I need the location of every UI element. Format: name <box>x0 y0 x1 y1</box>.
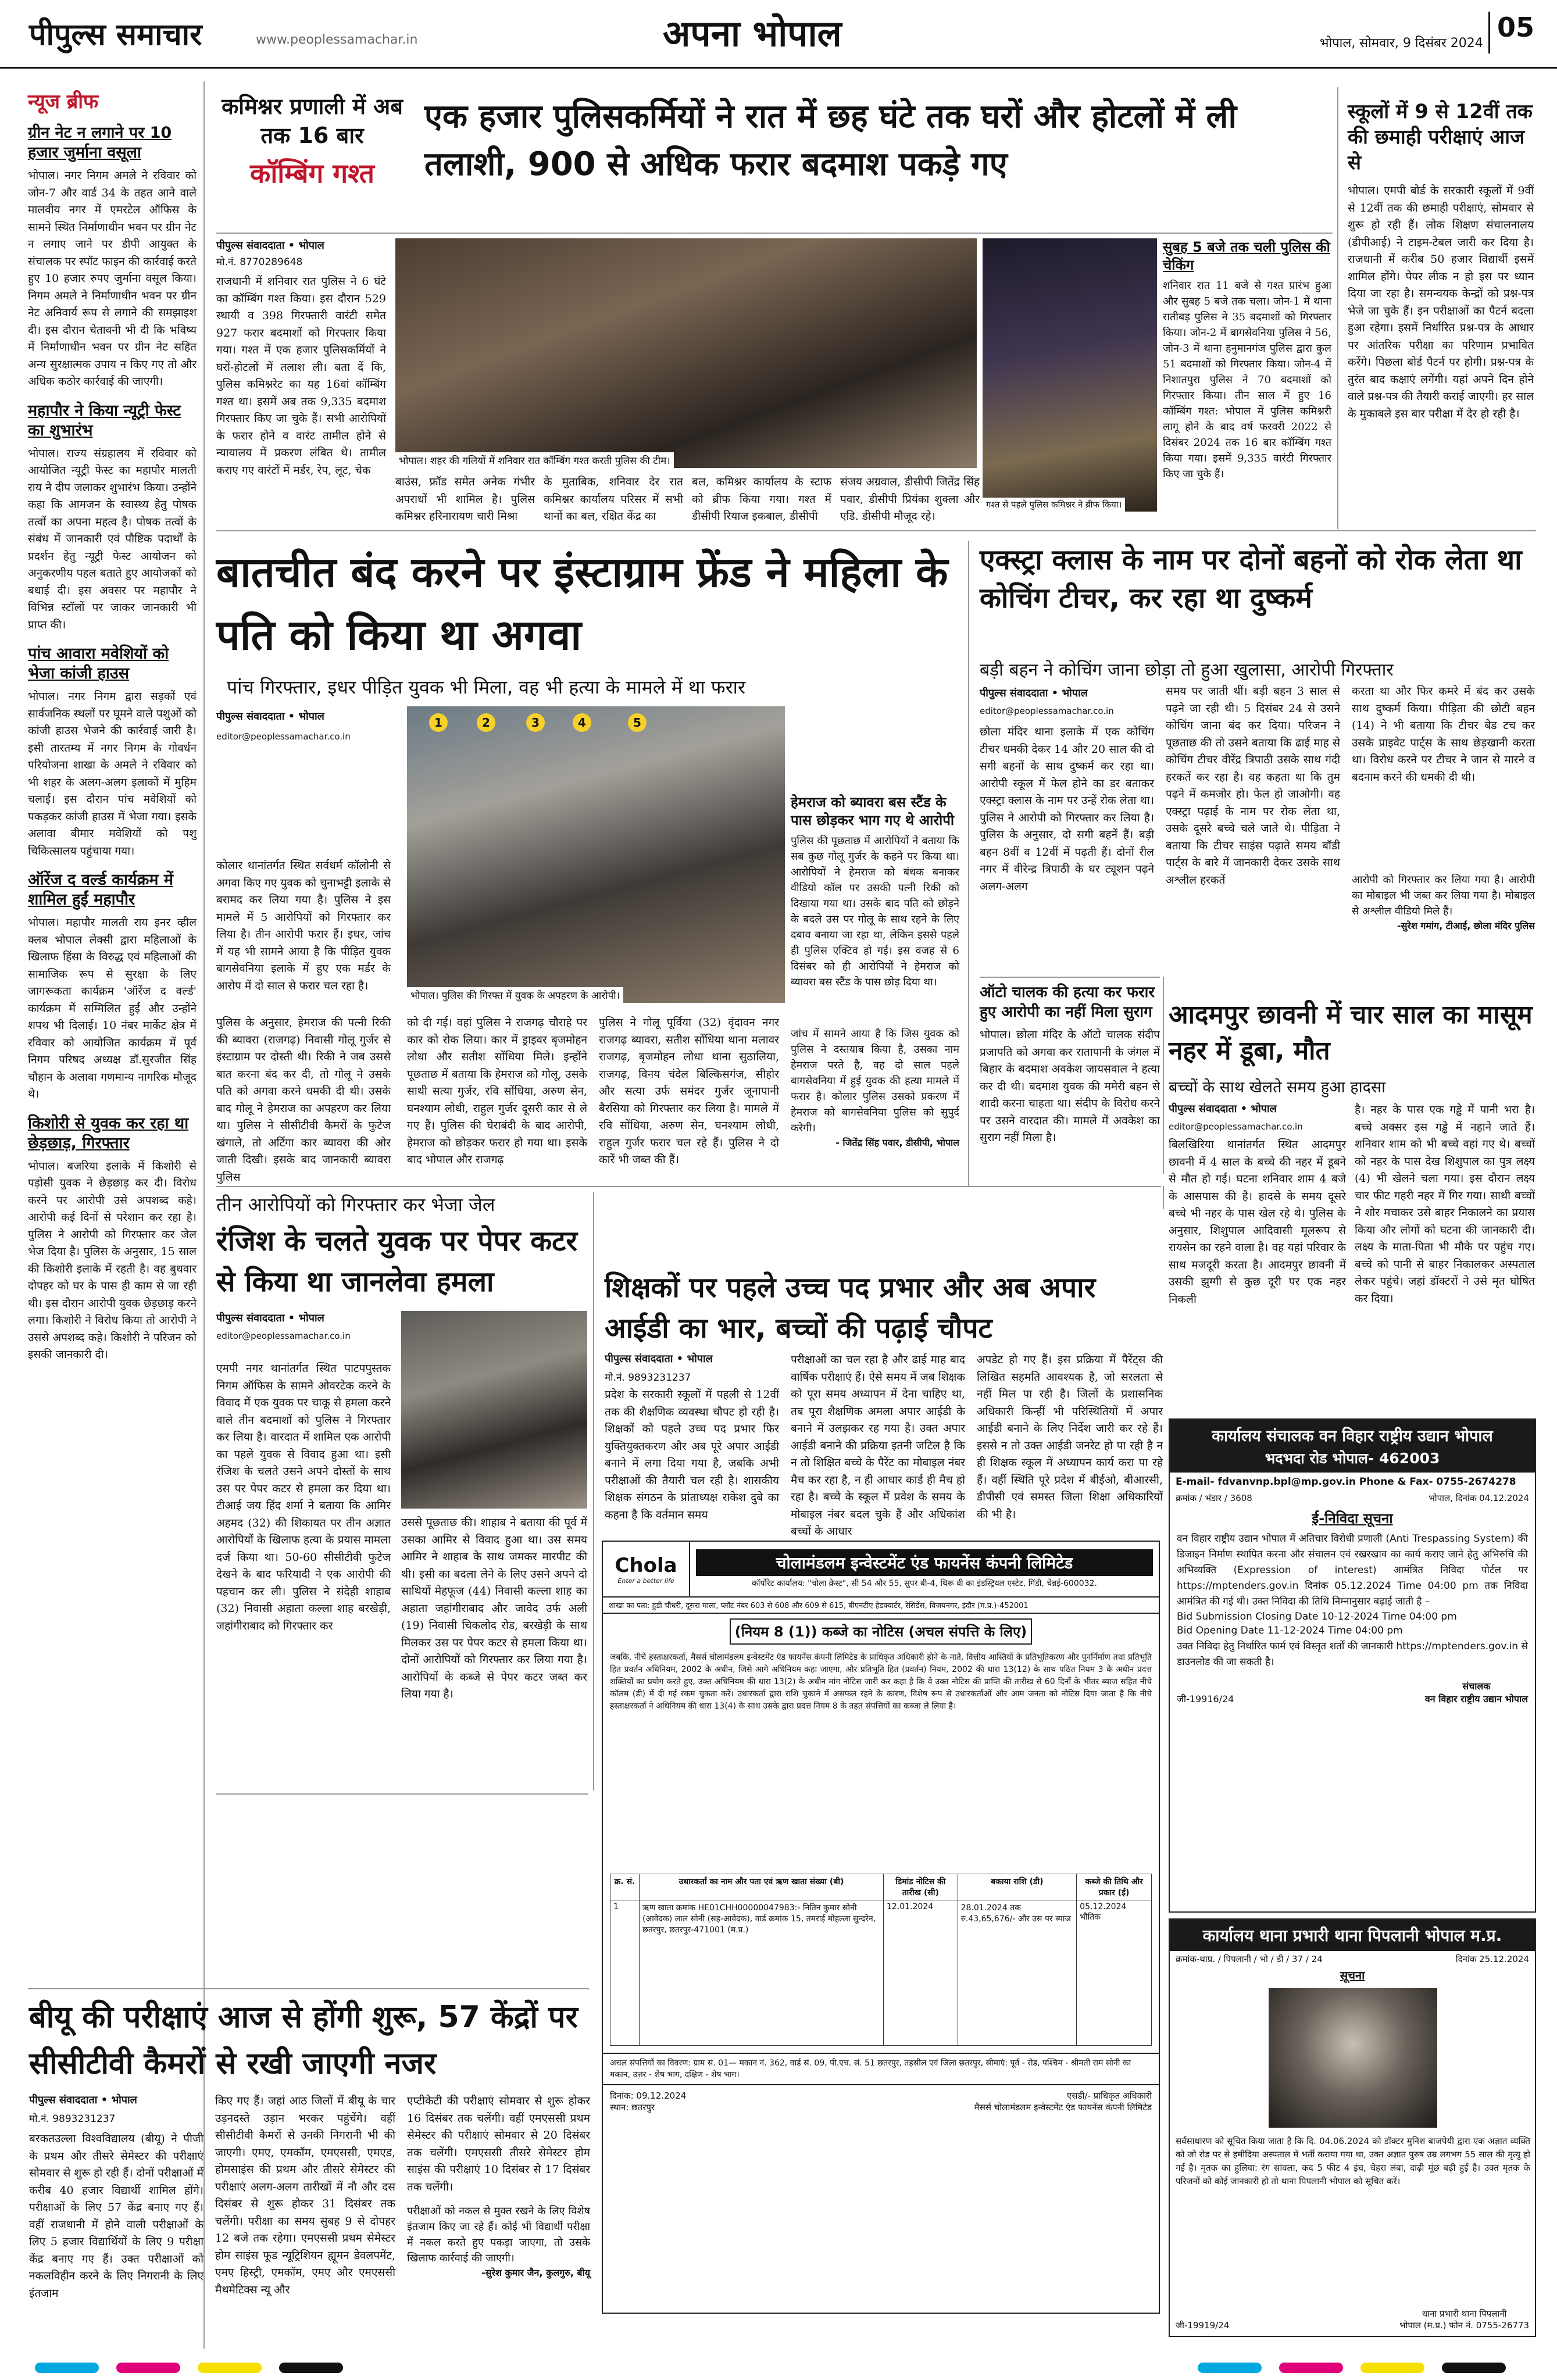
teachers-mobile: मो.नं. 9893231237 <box>605 1372 691 1384</box>
registration-yellow <box>198 2363 262 2373</box>
teachers-body-col3: अपडेट हो गए हैं। इस प्रक्रिया में पैरेंट्स की लिखित सहमति आवश्यक है, जो सरलता से नहीं मिल पा रही है। जिलों के प्रशासनिक अधिकारी किन्हीं भी परिस्थितियों में अपार आईडी बनाने के लिए निर्देश जारी कर रहे हैं। इससे न तो उक्त आईडी जनरेट हो पा रही है न ही शिक्षक स्कूल में अध्यापन कार्य करा पा रहे हैं। वहीं स्थिति पूरे प्रदेश में बीईओ, बीआरसी, डीपीसी एवं समस्त जिला शिक्षा अधिकारियों की भी है। <box>977 1353 1163 1521</box>
vanvihar-signatory: संचालक <box>1462 1681 1491 1692</box>
lead-kicker: कमिश्नर प्रणाली में अब तक 16 बार <box>222 94 403 148</box>
bu-mobile: मो.नं. 9893231237 <box>29 2113 116 2125</box>
vanvihar-signatory-org: वन विहार राष्ट्रीय उद्यान भोपाल <box>1424 1693 1528 1704</box>
chola-signatory: एसडी/- प्राधिकृत अधिकारी <box>1067 2090 1152 2101</box>
chola-logo <box>603 1542 690 1596</box>
dateline: भोपाल, सोमवार, 9 दिसंबर 2024 <box>1320 36 1483 51</box>
table-head: उधारकर्ता का नाम और पता एवं ऋण खाता संख्या (बी) <box>640 1874 884 1900</box>
exams-story <box>1348 99 1534 529</box>
insta-byline-block <box>216 709 379 742</box>
website-link[interactable]: www.peoplessamachar.in <box>256 33 418 47</box>
vanvihar-bid-close: Bid Submission Closing Date 10-12-2024 Time 04:00 pm <box>1177 1611 1457 1623</box>
lead-photo-side-caption: गश्त से पहले पुलिस कमिश्नर ने ब्रीफ किया। <box>983 498 1125 512</box>
tutor-callout <box>1352 872 1535 988</box>
registration-yellow <box>1360 2363 1424 2373</box>
lead-photo-main <box>395 238 977 468</box>
registration-magenta <box>116 2363 180 2373</box>
insta-sidebar-body: पुलिस की पूछताछ में आरोपियों ने बताया कि सब कुछ गोलू गुर्जर के कहने पर किया था। आरोपियों ने हेमराज को बंधक बनाकर वीडियो कॉल पर उसकी पत्नी रिकी को दिखाया गया था। उसके बाद पति को छोड़ने के बदले उस पर गोलू के साथ रहने के लिए दबाव बनाया जा रहा था, लेकिन इससे पहले ही पुलिस एक्टिव हो गई। इस वजह से 6 दिसंबर को ही आरोपियों ने हेमराज को ब्यावरा बस स्टैंड के पास छोड़ दिया था। <box>791 835 959 988</box>
tutor-body-col2: समय पर जाती थीं। बड़ी बहन 3 साल से पढ़ने जा रही थी। 5 दिसंबर 24 से उसने कोचिंग जाना बंद कर दिया। परिजन ने पूछताछ की तो उसने बताया कि ढाई माह से कोचिंग टीचर वीरेंद्र त्रिपाठी उसके साथ गंदी हरकतें कर रहा है। वह कहता था कि तुम पढ़ने में कमजोर हो। फेल हो जाओगी। वह एक्स्ट्रा पढ़ाई के नाम पर रोक लेता था, उसके दूसरे बच्चे चले जाते थे। पीड़िता ने बताया कि टीचर साइंस पढ़ाते समय बॉडी पार्ट्स के बारे में जानकारी देकर उसके साथ अश्लील हरकतें <box>1166 685 1340 887</box>
vanvihar-contact: E-mail- fdvanvnp.bpl@mp.gov.in Phone & Fax- 0755-2674278 <box>1176 1476 1516 1488</box>
lead-mobile: मो.नं. 8770289648 <box>216 256 303 268</box>
cutter-body-col2: उससे पूछताछ की। शाहाब ने बताया की पूर्व में उसका आमिर से विवाद हुआ था। उस समय आमिर ने शाहाब के साथ जमकर मारपीट की थी। इसी का बदला लेने के लिए उसने अपने दो साथियों मेहफूज (44) निवासी कल्ला शाह का अहाता जहांगीराबाद और जावेद उर्फ अली (19) निवासी चिकलोद रोड, बरखेड़ी के साथ मिलकर उस पर पेपर कटर से हमला किया था। दोनों आरोपियों को गिरफ्तार कर लिया गया है। आरोपियों के कब्जे से पेपर कटर जब्त कर लिया गया है। <box>401 1516 587 1700</box>
insta-sidebar <box>791 794 959 1020</box>
table-cell: 28.01.2024 तक रु.43,65,676/- और उस पर ब्याज <box>958 1900 1077 2046</box>
chola-company-sign: मैसर्स चोलामंडलम इन्वेस्टमेंट एंड फायनेंस कंपनी लिमिटेड <box>974 2102 1152 2113</box>
exams-body: भोपाल। एमपी बोर्ड के सरकारी स्कूलों में 9वीं से 12वीं तक की छमाही परीक्षाएं, सोमवार से शुरू हो रही हैं। लोक शिक्षण संचालनालय (डीपीआई) ने टाइम-टेबल जारी कर दिया है। राजधानी में करीब 50 हजार विद्यार्थी इसमें शामिल होंगे। पेपर लीक न हो इस पर ध्यान दिया जा रहा है। समन्वयक केन्द्रों को प्रश्न-पत्र भेजे जा चुके हैं। इन परीक्षाओं का पैटर्न बदला हुआ रहेगा। इसमें निर्धारित प्रश्न-पत्र के आधार पर आंतरिक परीक्षा का परिणाम प्रभावित करेंगे। पिछला बोर्ड पैटर्न पर होगी। प्रश्न-पत्र के तुरंत बाद कक्षाएं लगेंगी। यहां अपने दिन होने वाले प्रश्न-पत्र की तैयारी कराई जाएगी। हर साल के मुकाबले इस बार परीक्षा में देर हो रही है। <box>1348 184 1534 420</box>
vanvihar-ref-date: भोपाल, दिनांक 04.12.2024 <box>1429 1493 1529 1503</box>
chola-corp-address: कॉर्पोरेट कार्यालय: "चोला क्रेस्ट", सी 54 और 55, सुपर बी-4, थिरू वी का इंडस्ट्रियल एस्टेट, गिंडी, चेन्नई-600032. <box>752 1579 1097 1588</box>
lead-headline: एक हजार पुलिसकर्मियों ने रात में छह घंटे तक घरों और होटलों में ली तलाशी, 900 से अधिक फरार बदमाश पकड़े गए <box>424 98 1237 183</box>
bu-body-col1: बरकतउल्ला विश्वविद्यालय (बीयू) ने पीजी के प्रथम और तीसरे सेमेस्टर की परीक्षाएं सोमवार से शुरू हो रही हैं। दोनों परीक्षाओं में करीब 40 हजार विद्यार्थी शामिल होंगे। परीक्षाओं के लिए 57 केंद्र बनाए गए हैं। वहीं राजधानी में होने वाली परीक्षाओं के लिए 5 हजार विद्यार्थियों के लिए 9 परीक्षा केंद्र बनाए गए हैं। उक्त परीक्षाओं को नकलविहीन करने के लिए निगरानी के लिए इंतजाम <box>29 2132 203 2300</box>
chola-footer <box>603 2085 1159 2118</box>
insta-headline: बातचीत बंद करने पर इंस्टाग्राम फ्रेंड ने महिला के पति को किया था अगवा <box>216 548 948 659</box>
insta-photo-caption: भोपाल। पुलिस की गिरफ्त में युवक के अपहरण के आरोपी। <box>407 987 623 1003</box>
insta-quote-text: जांच में सामने आया है कि जिस युवक को पुलिस ने दस्तयाब किया है, उसका नाम हेमराज परते है, वह दो साल पहले बागसेवनिया में हुई युवक की हत्या मामले में फरार है। कोलार पुलिस उसको प्रकरण में हेमराज को बागसेवनिया पुलिस को सुपुर्द करेगी। <box>791 1028 959 1134</box>
table-head: कब्जे की तिथि और प्रकार (ई) <box>1077 1874 1152 1900</box>
bu-callout-text: परीक्षाओं को नकल से मुक्त रखने के लिए विशेष इंतजाम किए जा रहे हैं। कोई भी विद्यार्थी परीक्षा में नकल करते हुए पकड़ा जाएगा, तो उसके खिलाफ कार्रवाई की जाएगी। <box>407 2205 590 2264</box>
photo-number-1: 1 <box>429 713 448 732</box>
lead-body-col1: राजधानी में शनिवार रात पुलिस ने 6 घंटे का कॉम्बिंग गश्त किया। इस दौरान 529 स्थायी व 398 गिरफ्तारी वारंटी समेत 927 फरार बदमाशों को गिरफ्तार किया गया। गश्त में एक हजार पुलिसकर्मियों ने घरों-होटलों में तलाश ली। बता दें कि, पुलिस कमिश्नरेट का यह 16वां कॉम्बिंग गश्त था। इसमें अब तक 9,335 बदमाश गिरफ्तार किए जा चुके हैं। सभी आरोपियों के फरार होने व वारंट तामील होने से न्यायालय में प्रकरण लंबित थे। तामील कराए गए वारंटों में मर्डर, रेप, लूट, चेक <box>216 275 386 477</box>
lead-photo-side <box>983 238 1157 512</box>
insta-body-col3: पुलिस ने गोलू पूर्विया (32) वृंदावन नगर राजगढ़ ब्यावरा, सतीश सोंधिया थाना मलावर राजगढ़, बृजमोहन लोधा थाना सुठालिया, राजगढ़, विनय चंदेल बिल्किसगंज, सीहोर और सत्या उर्फ समंदर गुर्जर जूनापानी बैरसिया को गिरफ्तार कर लिया है। मामले में रवि सोंधिया, अरुण सेन, घनश्याम लोधी, राहुल गुर्जर फरार चल रहे हैं। पुलिस ने दो कारें भी जब्त की हैं। <box>599 1016 779 1166</box>
registration-black <box>1442 2363 1506 2373</box>
tutor-deck: बड़ी बहन ने कोचिंग जाना छोड़ा तो हुआ खुलासा, आरोपी गिरफ्तार <box>980 660 1394 680</box>
police-phone: भोपाल (म.प्र.) फोन नं. 0755-26773 <box>1399 2320 1529 2331</box>
insta-quote-by: - जितेंद्र सिंह पवार, डीसीपी, भोपाल <box>835 1137 959 1148</box>
lead-body-col3: के मुताबिक, शनिवार देर रात कमिश्नर कार्यालय परिसर में सभी थानों का बल, रक्षित केंद्र का <box>544 476 683 523</box>
auto-body: भोपाल। छोला मंदिर के ऑटो चालक संदीप प्रजापति को अगवा कर रातापानी के जंगल में बिहार के बदमाश अवकेश जायसवाल ने हत्या कर दी थी। बदमाश युवक की ममेरी बहन से शादी करना चाहता था। संदीप के विरोध करने पर उसने वारदात की। मामले में अवकेश का सुराग नहीं मिला है। <box>980 1028 1160 1144</box>
vanvihar-ref-row <box>1170 1491 1535 1505</box>
lead-sidebar-body: शनिवार रात 11 बजे से गश्त प्रारंभ हुआ और सुबह 5 बजे तक चला। जोन-1 में थाना रातीबड़ पुलिस ने 35 बदमाशों को गिरफ्तार किया। जोन-2 में बागसेवनिया पुलिस ने 56, जोन-3 में थाना हनुमानगंज पुलिस द्वारा कुल 51 बदमाशों को गिरफ्तार किया। जोन-4 में निशातपुरा पुलिस ने 70 बदमाशों को गिरफ्तार किया। तीन साल में हुए 16 कॉम्बिंग गश्त: भोपाल में पुलिस कमिश्नरी लागू होने के बाद वर्ष फरवरी 2022 से दिसंबर 2024 तक 16 बार कॉम्बिंग गश्त किया गया। इसमें 9,335 वारंटी गिरफ्तार किए जा चुके हैं। <box>1163 280 1331 480</box>
photo-number-2: 2 <box>477 713 495 732</box>
bu-byline-block <box>29 2093 203 2125</box>
lead-body-col5: संजय अग्रवाल, डीसीपी जितेंद्र सिंह पवार, डीसीपी प्रियंका शुक्ला और एडि. डीसीपी मौजूद रहे। <box>840 476 980 523</box>
insta-body-col1b: पुलिस के अनुसार, हेमराज की पत्नी रिकी की ब्यावरा (राजगढ़) निवासी गोलू गुर्जर से इंस्टाग्राम पर दोस्ती थी। रिकी ने जब उससे बात करना बंद कर दी, तो गोलू ने उसके पति को अगवा करने धमकी दी थी। उसके बाद गोलू ने हेमराज का अपहरण कर लिया था। पुलिस ने सीसीटीवी कैमरों के फुटेज खंगाले, तो अर्टिगा कार ब्यावरा की ओर जाती दिखी। इसके बाद जानकारी ब्यावरा पुलिस <box>216 1016 391 1184</box>
registration-black <box>279 2363 343 2373</box>
chola-place: स्थान: छतरपुर <box>610 2102 655 2113</box>
deceased-photo <box>1269 1988 1437 2128</box>
table-head: डिमांड नोटिस की तारीख (सी) <box>884 1874 958 1900</box>
vanvihar-ad <box>1169 1418 1536 1913</box>
table-cell: ऋण खाता क्रमांक HE01CHH00000047983:- नितिन कुमार सोनी (आवेदक) लाल सोनी (सह-आवेदक), वार्ड क्रमांक 15, तमराई मोहल्ला सुन्दरेन, छतरपुर, छतरपुर-471001 (म.प्र.) <box>640 1900 884 2046</box>
table-cell: 12.01.2024 <box>884 1900 958 2046</box>
chola-date: दिनांक: 09.12.2024 <box>610 2090 687 2101</box>
teachers-headline: शिक्षकों पर पहले उच्च पद प्रभार और अब अपार आईडी का भार, बच्चों की पढ़ाई चौपट <box>605 1271 1096 1345</box>
tutor-body-col1: छोला मंदिर थाना इलाके में एक कोचिंग टीचर धमकी देकर 14 और 20 साल की दो सगी बहनों के साथ दुष्कर्म कर रहा था। आरोपी स्कूल में फेल होने का डर बताकर एक्स्ट्रा क्लास के नाम पर उन्हें रोक लेता था। पुलिस ने आरोपी को गिरफ्तार कर लिया है। पुलिस के अनुसार, दो सगी बहनें हैं। बड़ी बहन 8वीं व 12वीं में पढ़ती हैं। दोनों रील नगर में वीरेन्द्र त्रिपाठी के घर ट्यूशन पढ़ने अलग-अलग <box>980 726 1154 893</box>
bu-body-col3: एप्टीकेटी की परीक्षाएं सोमवार से शुरू होकर 16 दिसंबर तक चलेंगी। वहीं एमएससी प्रथम सेमेस्टर की परीक्षाएं सोमवार से 20 दिसंबर तक चलेंगी। एमएससी तीसरे सेमेस्टर होम साइंस की परीक्षाएं 10 दिसंबर से 17 दिसंबर तक चलेंगी। <box>407 2095 590 2193</box>
tutor-byline: पीपुल्स संवाददाता • भोपाल <box>980 687 1088 699</box>
chola-notice-title: (नियम 8 (1)) कब्जे का नोटिस (अचल संपत्ति के लिए) <box>730 1618 1032 1645</box>
brief-title: पांच आवारा मवेशियों को भेजा कांजी हाउस <box>28 645 169 682</box>
photo-number-3: 3 <box>526 713 545 732</box>
chola-logo-tag: Enter a better life <box>617 1577 674 1585</box>
canal-headline: आदमपुर छावनी में चार साल का मासूम नहर में डूबा, मौत <box>1169 1000 1533 1066</box>
chola-header <box>603 1542 1159 1598</box>
bu-body-col2: किए गए हैं। जहां आठ जिलों में बीयू के चार उड़नदस्ते उड़ान भरकर पहुंचेंगे। वहीं सीसीटीवी कैमरों से उनकी निगरानी भी की जाएगी। एमए, एमकॉम, एमएससी, एमएड, होमसाइंस की प्रथम और तीसरे सेमेस्टर की परीक्षाएं अलग-अलग तारीखों में नौ और दस दिसंबर से शुरू होकर 31 दिसंबर तक चलेंगी। परीक्षा का समय सुबह 9 से दोपहर 12 बजे तक रहेगा। एमएससी प्रथम सेमेस्टर होम साइंस फूड न्यूट्रिशियन ह्यूमन डेवलपमेंट, एमए हिस्ट्री, एमकॉम, एमए और एमएससी मैथमेटिक्स न्यू और <box>215 2095 395 2296</box>
chola-notice-table <box>610 1874 1152 2046</box>
exams-headline: स्कूलों में 9 से 12वीं तक की छमाही परीक्षाएं आज से <box>1348 100 1533 174</box>
brand-logo: पीपुल्स समाचार <box>29 17 202 52</box>
insta-body-col2: को दी गई। वहां पुलिस ने राजगढ़ चौराहे पर कार को रोक लिया। कार में ड्राइवर बृजमोहन लोधा और सतीश सोंधिया मिले। इन्होंने पूछताछ में बताया कि हेमराज को गोलू, उसके साथी सत्या गुर्जर, रवि सोंधिया, अरुण सेन, घनश्याम लोधी, राहुल गुर्जर दूसरी कार से ले गए हैं। पुलिस की घेराबंदी के बाद आरोपी, हेमराज को छोड़कर फरार हो गया था। इसके बाद भोपाल और राजगढ़ <box>407 1016 587 1166</box>
canal-body-col1: बिलखिरिया थानांतर्गत स्थित आदमपुर छावनी में 4 साल के बच्चे की नहर में डूबने से मौत हो गई। घटना शनिवार शाम 4 बजे के आसपास की है। हादसे के समय दूसरे बच्चे भी नहर के पास खेल रहे थे। पुलिस के अनुसार, शिशुपाल आदिवासी मूलरूप से रायसेन का रहने वाला है। वह यहां परिवार के साथ मजदूरी करता है। आदमपुर छावनी में उसकी झुग्गी से कुछ दूरी पर एक नहर निकली <box>1169 1138 1346 1306</box>
brief-item <box>28 123 197 391</box>
insta-body-col1: कोलार थानांतर्गत स्थित सर्वधर्म कॉलोनी से अगवा किए गए युवक को चुनाभट्टी इलाके से बरामद कर लिया गया है। पुलिस ने इस मामले में 5 आरोपियों को गिरफ्तार कर लिया है। तीन आरोपी फरार हैं। इधर, जांच में यह भी सामने आया है कि पीड़ित युवक बागसेवनिया इलाके में हुए एक मर्डर के आरोप में दो साल से फरार चल रहा है। <box>216 859 391 992</box>
news-brief-column <box>28 87 197 2064</box>
bu-callout <box>407 2203 590 2331</box>
chola-ad-title: चोलामंडलम इन्वेस्टमेंट एंड फायनेंस कंपनी लिमिटेड <box>696 1549 1153 1576</box>
tutor-email: editor@peoplessamachar.co.in <box>980 706 1114 716</box>
teachers-byline-block <box>605 1352 779 1384</box>
lead-byline: पीपुल्स संवाददाता • भोपाल <box>216 240 324 252</box>
chola-ad <box>602 1541 1160 2314</box>
tutor-callout-text: आरोपी को गिरफ्तार कर लिया गया है। आरोपी का मोबाइल भी जब्त कर लिया गया है। मोबाइल से अश्लील वीडियो मिले हैं। <box>1352 874 1535 917</box>
police-notice-ad <box>1169 1918 1536 2337</box>
insta-quote <box>791 1026 959 1177</box>
chola-branch-address: शाखा का पता: हुडी चौधरी, दूसरा माला, प्लॉट नंबर 603 से 608 और 609 से 615, बीएनटीए हेडक्वार्टर, रेसिडेंस, विजयनगर, इंदौर (म.प्र.)-452001 <box>603 1598 1159 1614</box>
brief-body: भोपाल। राज्य संग्रहालय में रविवार को आयोजित न्यूट्री फेस्ट का महापौर मालती राय ने दीप जलाकर शुभारंभ किया। उन्होंने कहा कि आमजन के स्वास्थ्य हेतु पोषक तत्वों का अपना महत्व है। पोषक तत्वों के संबंध में जानकारी एवं पौष्टिक पदार्थों के प्रदर्शन हेतु न्यूट्री फेस्ट आयोजन को अनुकरणीय पहल बताते हुए आयोजकों को बधाई दी। इस अवसर पर महापौर ने विभिन्न स्टॉलों पर जाकर जानकारी भी प्राप्त की। <box>28 446 197 631</box>
insta-byline: पीपुल्स संवाददाता • भोपाल <box>216 710 324 723</box>
insta-sidebar-title: हेमराज को ब्यावरा बस स्टैंड के पास छोड़कर भाग गए थे आरोपी <box>791 794 955 828</box>
lead-body-col4: बल, कमिश्नर कार्यालय के स्टाफ को ब्रीफ किया गया। गश्त में डीसीपी रियाज इकबाल, डीसीपी <box>692 476 831 523</box>
brief-item <box>28 870 197 1103</box>
auto-story <box>980 982 1160 1186</box>
cutter-body-col1: एमपी नगर थानांतर्गत स्थित पाटपपुस्तक निगम ऑफिस के सामने ओवरटेक करने के विवाद में एक युवक पर चाकू से हमला करने वाले तीन बदमाशों को पुलिस ने गिरफ्तार कर लिया है। वारदात में शामिल एक आरोपी का पहले युवक से विवाद हुआ था। इसी रंजिश के चलते उसने अपने दोस्तों के साथ उस पर पेपर कटर से हमला कर दिया था। टीआई जय हिंद शर्मा ने बताया कि आमिर अहमद (32) की शिकायत पर तीन अज्ञात आरोपियों के खिलाफ हत्या के प्रयास मामला दर्ज किया था। 50-60 सीसीटीवी फुटेज देखने के बाद फरियादी ने एक आरोपी की पहचान कर ली। पुलिस ने संदेही शाहाब (32) निवासी अहाता कल्ला शाह बरखेड़ी, जहांगीराबाद को गिरफ्तार कर <box>216 1362 391 1632</box>
tutor-body-col3: करता था और फिर कमरे में बंद कर उसके साथ दुष्कर्म किया। पीड़िता की छोटी बहन (14) ने भी बताया कि टीचर बेड टच कर उसके प्राइवेट पार्ट्स के साथ छेड़खानी करता था। विरोध करने पर टीचर ने जान से मारने व बदनाम करने की धमकी दी थी। <box>1352 685 1535 784</box>
vanvihar-sign-row <box>1170 1671 1535 1709</box>
brief-item <box>28 644 197 860</box>
teachers-byline: पीपुल्स संवाददाता • भोपाल <box>605 1353 713 1365</box>
chola-notice-body: जबकि, नीचे हस्ताक्षरकर्ता, मैसर्स चोलामंडलम इन्वेस्टमेंट एंड फायनेंस कंपनी लिमिटेड के प्राधिकृत अधिकारी होने के नाते, वित्तीय आस्तियों के प्रतिभूतिकरण और पुनर्निर्माण तथा प्रतिभूति हित प्रवर्तन अधिनियम, 2002 के अधीन, जिसे आगे अधिनियम कहा जाएगा, और प्रतिभूति हित (प्रवर्तन) नियम, 2002 की धारा 13(12) के साथ पठित नियम 3 के अधीन प्रदत्त शक्तियों का प्रयोग करते हुए, उक्त अधिनियम की धारा 13(2) के अधीन मांग नोटिस जारी कर कहा है कि वे उक्त नोटिस की प्राप्ति की तारीख से 60 दिनों के भीतर ब्याज सहित नीचे कॉलम (डी) में दी गई रकम चुकता करें। उधारकर्ता द्वारा राशि चुकाने में असफल रहने के कारण, विशेष रूप से उधारकर्ताओं और आम जनता को नोटिस दिया जाता है कि नीचे हस्ताक्षरकर्ता ने अधिनियम की धारा 13(4) के साथ उसके द्वारा प्रदत्त नियम 8 के तहत संपत्तियों का कब्जा ले लिया है। <box>610 1653 1152 1711</box>
vanvihar-ref: क्रमांक / भंडार / 3608 <box>1176 1493 1252 1503</box>
registration-magenta <box>1279 2363 1343 2373</box>
lead-kicker-red: कॉम्बिंग गश्त <box>250 158 374 189</box>
table-row <box>610 1900 1152 2046</box>
vanvihar-footer: उक्त निविदा हेतु निर्धारित फार्म एवं विस्तृत शर्तों की जानकारी https://mptenders.gov.in से डाउनलोड की जा सकती है। <box>1177 1641 1528 1668</box>
canal-body-col2: है। नहर के पास एक गड्ढे में पानी भरा है। बच्चे अक्सर इस गड्ढे में नहाने जाते हैं। शनिवार शाम को भी बच्चे वहां गए थे। बच्चों को नहर के पास देख शिशुपाल का पुत्र लक्ष्य (4) भी खेलने चला गया। इस दौरान लक्ष्य चार फीट गहरी नहर में गिर गया। साथी बच्चों ने शोर मचाकर उसे बाहर निकालने का प्रयास किया और लोगों को घटना की जानकारी दी। लक्ष्य के माता-पिता भी मौके पर पहुंच गए। बच्चे को पानी से बाहर निकालकर अस्पताल लेकर पहुंचे। जहां डॉक्टरों ने उसे मृत घोषित कर दिया। <box>1355 1103 1535 1305</box>
table-cell: 05.12.2024 भौतिक <box>1077 1900 1152 2046</box>
tutor-byline-block <box>980 686 1154 716</box>
cutter-photo <box>401 1311 587 1509</box>
lead-kicker-box <box>216 92 408 231</box>
police-code: जी-19919/24 <box>1176 2320 1230 2331</box>
masthead <box>0 0 1557 69</box>
insta-deck: पांच गिरफ्तार, इधर पीड़ित युवक भी मिला, वह भी हत्या के मामले में था फरार <box>227 676 746 698</box>
vanvihar-body: वन विहार राष्ट्रीय उद्यान भोपाल में अतिचार विरोधी प्रणाली (Anti Trespassing System) की डिजाइन निर्माण स्थापित करना और संचालन एवं रखरखाव का कार्य कराए जाने हेतु अभिरुचि की अभिव्यक्ति (Expression of interest) आमंत्रित निविदा पोर्टल पर https://mptenders.gov.in दिनांक 05.12.2024 Time 04:00 pm तक निविदा आमंत्रित की गई थी। उक्त निविदा की तिथि निम्नानुसार बढ़ाई जाती है – <box>1177 1533 1528 1607</box>
police-notice-label: सूचना <box>1340 1968 1365 1982</box>
brief-body: भोपाल। महापौर मालती राय इनर व्हील क्लब भोपाल लेक्सी द्वारा महिलाओं के खिलाफ हिंसा के विरुद्ध एवं महिलाओं की सामाजिक रूप से सुरक्षा के लिए जागरूकता कार्यक्रम 'ऑरेंज द वर्ल्ड' कार्यक्रम में सम्मिलित हुईं और उन्होंने शपथ भी दिलाई। 10 नंबर मार्केट क्षेत्र में रविवार को आयोजित कार्यक्रम में पूर्व निगम परिषद अध्यक्ष डॉ.सुरजीत सिंह चौहान के अलावा गणमान्य नागरिक मौजूद थे। <box>28 916 197 1100</box>
police-ref-date: दिनांक 25.12.2024 <box>1455 1954 1529 1964</box>
chola-logo-text: Chola <box>615 1553 677 1577</box>
brief-title: महापौर ने किया न्यूट्री फेस्ट का शुभारंभ <box>28 401 181 439</box>
canal-deck: बच्चों के साथ खेलते समय हुआ हादसा <box>1169 1078 1386 1096</box>
cutter-byline-block <box>216 1311 391 1341</box>
table-cell: 1 <box>610 1900 640 2046</box>
vanvihar-bid-open: Bid Opening Date 11-12-2024 Time 04:00 pm <box>1177 1625 1403 1636</box>
section-title: अपना भोपाल <box>663 12 842 55</box>
police-signatory: थाना प्रभारी थाना पिपलानी <box>1422 2308 1507 2319</box>
vanvihar-address: भदभदा रोड भोपाल- 462003 <box>1265 1450 1440 1467</box>
brief-title: ग्रीन नेट न लगाने पर 10 हजार जुर्माना वसूला <box>28 124 172 162</box>
canal-email: editor@peoplessamachar.co.in <box>1169 1121 1303 1132</box>
lead-photo-caption: भोपाल। शहर की गलियों में शनिवार रात कॉम्बिंग गश्त करती पुलिस की टीम। <box>395 452 674 468</box>
lead-body-col2: बाउंस, फ्रॉड समेत अनेक गंभीर अपराधों भी शामिल है। पुलिस कमिश्नर हरिनारायण चारी मिश्रा <box>395 476 535 523</box>
photo-number-4: 4 <box>573 713 591 732</box>
police-ref: क्रमांक-थाप्र. / पिपलानी / भो / डी / 37 / 24 <box>1176 1954 1323 1964</box>
brief-body: भोपाल। बजरिया इलाके में किशोरी से पड़ोसी युवक ने छेड़छाड़ कर दी। विरोध करने पर आरोपी उसे अपशब्द कहे। आरोपी कई दिनों से परेशान कर रहा है। पुलिस ने आरोपी को गिरफ्तार कर जेल भेज दिया है। पुलिस के अनुसार, 15 साल की किशोरी इलाके में रहती है। वह बुधवार दोपहर को घर के पास ही काम से जा रही थी। इस दौरान आरोपी युवक छेड़छाड़ करने लगा। किशोरी ने विरोध किया तो आरोपी ने उससे अपशब्द कहे। किशोरी ने परिजन को इसकी जानकारी दी। <box>28 1159 197 1361</box>
table-head: क्र. सं. <box>610 1874 640 1900</box>
canal-byline-block <box>1169 1102 1343 1132</box>
registration-cyan <box>1198 2363 1262 2373</box>
chola-property: अचल संपत्तियों का विवरण: ग्राम सं. 01— मकान नं. 362, वार्ड सं. 09, पी.एच. सं. 51 छतरपुर, तहसील एवं जिला छतरपुर, सीमाएं: पूर्व - रोड, पश्चिम - श्रीमती राम सोनी का मकान, उत्तर - शेष भाग, दक्षिण - शेष भाग। <box>603 2053 1159 2085</box>
vanvihar-notice-title: ई-निविदा सूचना <box>1312 1510 1393 1527</box>
police-ref-row <box>1170 1951 1535 1967</box>
lead-sidebar <box>1163 238 1331 514</box>
vanvihar-title-band <box>1170 1420 1535 1473</box>
teachers-body-col1: प्रदेश के सरकारी स्कूलों में पहली से 12वीं तक की शैक्षणिक व्यवस्था चौपट हो रही है। शिक्षकों को पहले उच्च पद प्रभार फिर युक्तियुक्तकरण और अब पूरे अपार आईडी बनाने में लगा दिया गया है, जबकि अभी परीक्षाओं की तैयारी चल रही है। शासकीय शिक्षक संगठन के प्रांताध्यक्ष राकेश दुबे का कहना है कि वर्तमान समय <box>605 1388 779 1521</box>
canal-byline: पीपुल्स संवाददाता • भोपाल <box>1169 1103 1277 1115</box>
lead-byline-block <box>216 238 385 268</box>
bu-callout-by: -सुरेश कुमार जैन, कुलगुरु, बीयू <box>481 2267 590 2278</box>
police-body: सर्वसाधारण को सूचित किया जाता है कि दि. 04.06.2024 को डॉक्टर मुनिश बाजपेयी द्वारा एक अज्ञात व्यक्ति को जो रोड पर से हमीदिया अस्पताल में भर्ती कराया गया था, उक्त अज्ञात पुरुष उम्र लगभग 55 साल की मृत्यु हो गई है। मृतक का हुलिया: रंग सांवला, कद 5 फीट 4 इंच, चेहरा लंबा, दाढ़ी मूंछ बढ़ी हुई है। उक्त मृतक के परिजनों को कोई जानकारी हो तो थाना पिपलानी भोपाल को सूचित करें। <box>1176 2136 1530 2186</box>
tutor-headline: एक्स्ट्रा क्लास के नाम पर दोनों बहनों को रोक लेता था कोचिंग टीचर, कर रहा था दुष्कर्म <box>980 544 1522 614</box>
insta-photo <box>407 706 785 1003</box>
photo-number-5: 5 <box>628 713 647 732</box>
cutter-byline: पीपुल्स संवाददाता • भोपाल <box>216 1312 324 1324</box>
brief-body: भोपाल। नगर निगम द्वारा सड़कों एवं सार्वजनिक स्थलों पर घूमने वाले पशुओं को कांजी हाउस भेजने की कार्रवाई जारी है। इसी तारतम्य में नगर निगम के गोवर्धन परियोजना शाखा के अमले ने रविवार को भी शहर के अलग-अलग इलाकों में मुहिम चलाई। इस दौरान पांच मवेशियों को पकड़कर कांजी हाउस में भेजा गया। इसके अलावा बीमार मवेशियों को पशु चिकित्सालय पहुंचाया गया। <box>28 690 197 857</box>
news-brief-tag: न्यूज ब्रीफ <box>28 90 99 113</box>
teachers-body-col2: परीक्षाओं का चल रहा है और ढाई माह बाद वार्षिक परीक्षाएं हैं। ऐसे समय में जब शिक्षक को पूरा समय अध्यापन में देना चाहिए था, तब पूरा शैक्षणिक अमला अपार आईडी के बनाने में उलझकर रह गया है। उक्त अपार आईडी बनाने की प्रक्रिया इतनी जटिल है कि न तो शिक्षित बच्चे के पैरेंट का मोबाइल नंबर मैच कर रहा है, न ही आधार कार्ड ही मैच हो रहा है। बच्चे के स्कूल में प्रवेश के समय के मोबाइल नंबर बदल चुके हैं और अधिकांश बच्चों के आधार <box>791 1353 965 1538</box>
brief-title: ऑरेंज द वर्ल्ड कार्यक्रम में शामिल हुईं महापौर <box>28 871 174 909</box>
cutter-email: editor@peoplessamachar.co.in <box>216 1331 351 1341</box>
vanvihar-code: जी-19916/24 <box>1177 1693 1234 1704</box>
bu-headline: बीयू की परीक्षाएं आज से होंगी शुरू, 57 केंद्रों पर सीसीटीवी कैमरों से रखी जाएगी नजर <box>29 2000 578 2081</box>
brief-item <box>28 1114 197 1364</box>
tutor-callout-by: -सुरेश गमांग, टीआई, छोला मंदिर पुलिस <box>1397 920 1535 931</box>
auto-headline: ऑटो चालक की हत्या कर फरार हुए आरोपी का नहीं मिला सुराग <box>980 984 1155 1021</box>
table-head: बकाया राशि (डी) <box>958 1874 1077 1900</box>
cutter-headline: रंजिश के चलते युवक पर पेपर कटर से किया था जानलेवा हमला <box>216 1225 577 1298</box>
police-title: कार्यालय थाना प्रभारी थाना पिपलानी भोपाल म.प्र. <box>1170 1920 1535 1951</box>
brief-title: किशोरी से युवक कर रहा था छेड़छाड़, गिरफ्तार <box>28 1114 189 1152</box>
insta-email: editor@peoplessamachar.co.in <box>216 731 351 742</box>
brief-item <box>28 401 197 634</box>
brief-body: भोपाल। नगर निगम अमले ने रविवार को जोन-7 और वार्ड 34 के तहत आने वाले मालवीय नगर में एमरटेल ऑफिस के सामने स्थित निर्माणाधीन भवन पर ग्रीन नेट न लगाए जाने पर डीपी आयुक्त के संचालक पर स्पॉट फाइन की कार्रवाई करते हुए 10 हजार रुपए जुर्माना वसूल किया। निगम अमले ने निर्माणाधीन भवन पर ग्रीन नेट अनिवार्य रूप से लगाने की समझाइश दी। इस दौरान चेतावनी भी दी कि भविष्य में निर्माणाधीन भवन पर ग्रीन नेट सहित अन्य सुरक्षात्मक उपाय न किए गए तो और अधिक कठोर कार्रवाई की जाएगी। <box>28 169 197 388</box>
cutter-kicker: तीन आरोपियों को गिरफ्तार कर भेजा जेल <box>216 1193 495 1216</box>
vanvihar-title: कार्यालय संचालक वन विहार राष्ट्रीय उद्यान भोपाल <box>1212 1427 1493 1445</box>
lead-sidebar-title: सुबह 5 बजे तक चली पुलिस की चेकिंग <box>1163 239 1330 273</box>
police-sign-row <box>1176 2308 1529 2331</box>
registration-cyan <box>35 2363 99 2373</box>
page-number: 05 <box>1488 12 1524 53</box>
bu-byline: पीपुल्स संवाददाता • भोपाल <box>29 2094 137 2106</box>
